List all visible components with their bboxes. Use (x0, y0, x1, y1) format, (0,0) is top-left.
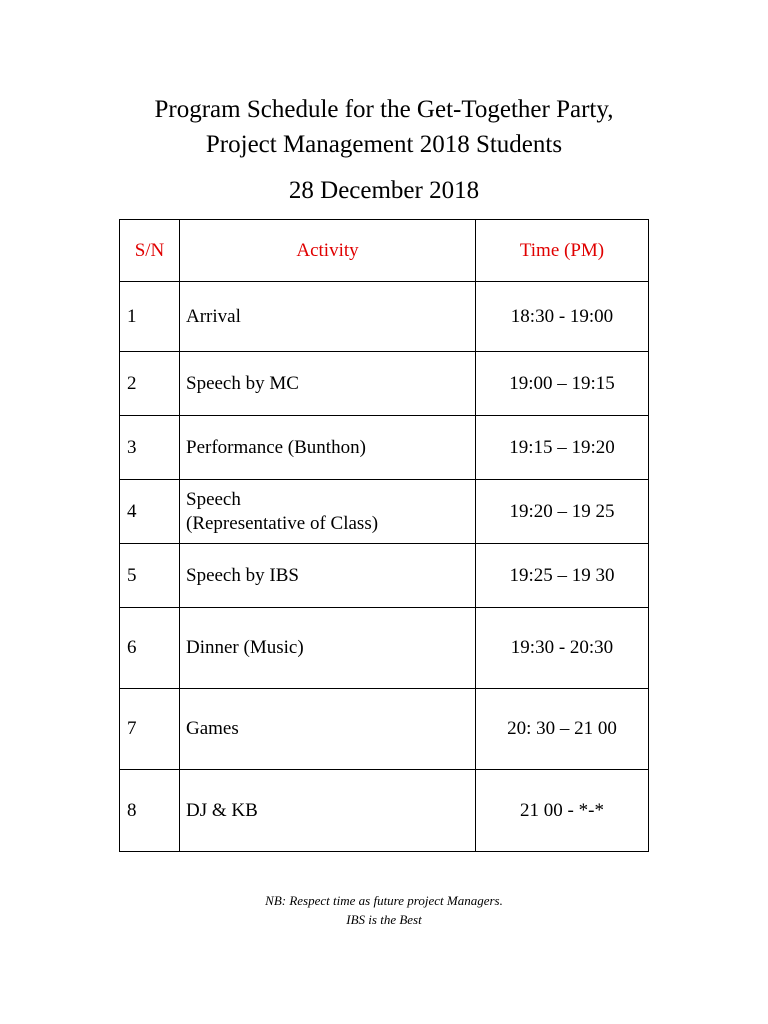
event-date: 28 December 2018 (288, 177, 480, 204)
table-row (120, 689, 649, 770)
footer-note-line1: NB: Respect time as future project Managers. (265, 893, 503, 908)
title-line-1: Program Schedule for the Get-Together Party, (154, 96, 614, 123)
table-row (120, 608, 649, 689)
row-sn: 1 (120, 282, 180, 352)
row-sn: 6 (120, 608, 180, 689)
row-sn: 4 (120, 480, 180, 544)
row-time: 18:30 - 19:00 (476, 282, 649, 352)
header-sn: S/N (120, 220, 180, 282)
table-header-row (120, 220, 649, 282)
row-time: 19:20 – 19 25 (476, 480, 649, 544)
row-sn: 3 (120, 416, 180, 480)
table-row (120, 770, 649, 852)
row-time: 21 00 - *-* (476, 770, 649, 852)
row-time: 19:30 - 20:30 (476, 608, 649, 689)
row-activity: Games (180, 689, 476, 770)
row-time: 20: 30 – 21 00 (476, 689, 649, 770)
row-activity-line2: (Representative of Class) (186, 512, 379, 534)
schedule-table (119, 219, 649, 852)
row-sn: 2 (120, 352, 180, 416)
table-row (120, 352, 649, 416)
row-activity-line1: Speech (186, 488, 241, 510)
title-line-2: Project Management 2018 Students (205, 131, 563, 158)
table-row (120, 480, 649, 544)
row-time: 19:00 – 19:15 (476, 352, 649, 416)
row-activity: Performance (Bunthon) (180, 416, 476, 480)
header-time: Time (PM) (476, 220, 649, 282)
table-row (120, 282, 649, 352)
row-sn: 8 (120, 770, 180, 852)
row-activity: Dinner (Music) (180, 608, 476, 689)
row-sn: 5 (120, 544, 180, 608)
row-activity: DJ & KB (180, 770, 476, 852)
row-time: 19:25 – 19 30 (476, 544, 649, 608)
row-time: 19:15 – 19:20 (476, 416, 649, 480)
footer-note (0, 891, 768, 929)
row-activity: Speech by MC (180, 352, 476, 416)
row-activity: Speech by IBS (180, 544, 476, 608)
row-activity-multiline (180, 480, 476, 544)
row-sn: 7 (120, 689, 180, 770)
row-activity: Arrival (180, 282, 476, 352)
table-row (120, 416, 649, 480)
table-row (120, 544, 649, 608)
footer-note-line2: IBS is the Best (346, 912, 422, 927)
header-activity: Activity (180, 220, 476, 282)
